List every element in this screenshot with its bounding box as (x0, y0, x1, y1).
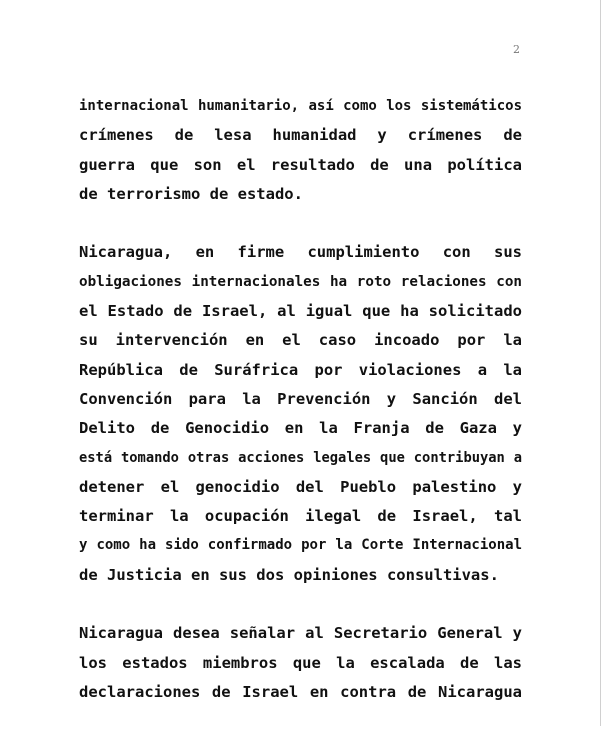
text-line: terminar la ocupación ilegal de Israel, tal (79, 507, 522, 526)
text-line: declaraciones de Israel en contra de Nicaragua (79, 682, 522, 701)
paragraph-3 (79, 619, 522, 707)
document-body (79, 92, 522, 737)
paragraph-1 (79, 92, 522, 209)
text-line: guerra que son el resultado de una política (79, 155, 522, 174)
text-line: Convención para la Prevención y Sanción del (79, 389, 522, 408)
text-line: y como ha sido confirmado por la Corte Internacional (79, 537, 522, 554)
text-line: de terrorismo de estado. (79, 184, 303, 203)
text-line: el Estado de Israel, al igual que ha solicitado (79, 302, 522, 321)
text-line: crímenes de lesa humanidad y crímenes de (79, 126, 522, 145)
text-line: de Justicia en sus dos opiniones consultivas. (79, 565, 499, 584)
text-line: Nicaragua, en firme cumplimiento con sus (79, 243, 522, 262)
text-line: Nicaragua desea señalar al Secretario General y (79, 624, 522, 643)
text-line: está tomando otras acciones legales que contribuyan a (79, 449, 522, 466)
text-line: República de Suráfrica por violaciones a la (79, 360, 522, 379)
text-line: obligaciones internacionales ha roto relaciones con (79, 273, 522, 290)
text-line: Delito de Genocidio en la Franja de Gaza y (79, 419, 522, 438)
text-line: los estados miembros que la escalada de las (79, 653, 522, 672)
page-number: 2 (513, 43, 520, 56)
text-line: internacional humanitario, así como los sistemáticos (79, 98, 522, 114)
paragraph-2 (79, 238, 522, 590)
text-line: detener el genocidio del Pueblo palestino y (79, 477, 522, 496)
text-line: su intervención en el caso incoado por la (79, 331, 522, 350)
